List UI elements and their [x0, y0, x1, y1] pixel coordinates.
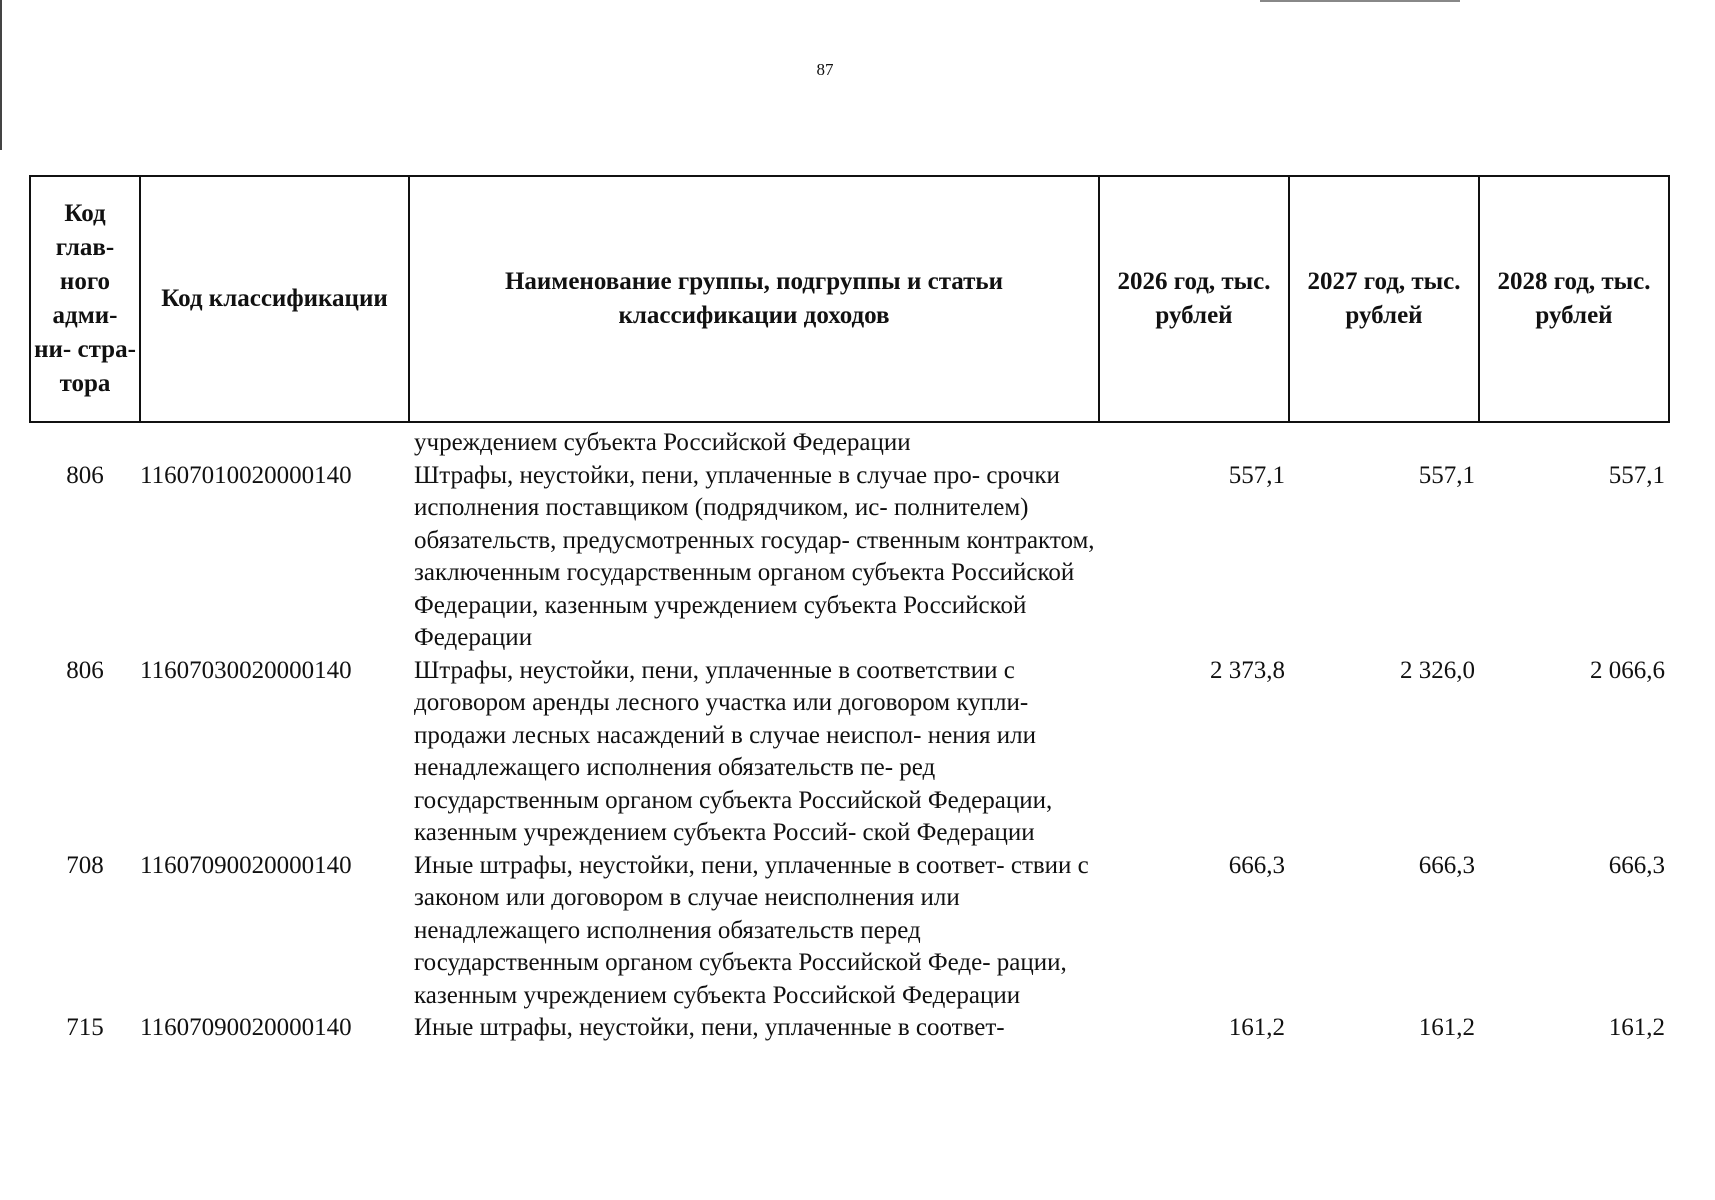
value-2026-cell: 2 373,8 — [1210, 656, 1285, 684]
page-number: 87 — [816, 60, 834, 79]
value-2028-cell — [1479, 422, 1669, 460]
table-row — [30, 655, 1669, 850]
classification-code-cell: 11607090020000140 — [140, 851, 352, 879]
value-2026-cell: 557,1 — [1228, 461, 1285, 489]
revenue-table-wrapper — [29, 175, 1668, 1045]
scan-edge-top — [1260, 0, 1460, 2]
header-classification-code: Код классификации — [140, 176, 409, 422]
name-cell: Иные штрафы, неустойки, пени, уплаченные в соответ- ствии с законом или договором в случае неисполнения или ненадлежащего исполнения обязательств перед государственным органом субъекта Российской Феде- рации, казенным учреждением субъекта Российской Федерации — [414, 851, 1089, 1009]
table-row — [30, 422, 1669, 460]
admin-code-cell: 806 — [66, 461, 104, 489]
header-row — [30, 176, 1669, 422]
admin-code-cell: 806 — [66, 656, 104, 684]
admin-code-cell — [30, 422, 140, 460]
header-name: Наименование группы, подгруппы и статьи классификации доходов — [409, 176, 1099, 422]
table-row — [30, 850, 1669, 1013]
value-2026-cell: 161,2 — [1228, 1014, 1285, 1041]
value-2027-cell: 2 326,0 — [1400, 656, 1475, 684]
value-2027-cell: 557,1 — [1418, 461, 1475, 489]
admin-code-cell: 715 — [66, 1014, 104, 1041]
value-2028-cell: 557,1 — [1608, 461, 1665, 489]
admin-code-cell: 708 — [66, 851, 104, 879]
name-cell: Штрафы, неустойки, пени, уплаченные в соответствии с договором аренды лесного участка или договором купли-продажи лесных насаждений в случае неиспол- нения или ненадлежащего исполнения обязательств пе- ред государственным органом субъекта Российской Федерации, казенным учреждением субъекта Россий- ской Федерации — [414, 656, 1053, 846]
value-2027-cell: 161,2 — [1418, 1014, 1475, 1041]
value-2028-cell: 666,3 — [1608, 851, 1665, 879]
value-2027-cell — [1289, 422, 1479, 460]
classification-code-cell: 11607030020000140 — [140, 656, 352, 684]
header-2026: 2026 год, тыс. рублей — [1099, 176, 1289, 422]
value-2028-cell: 161,2 — [1608, 1014, 1665, 1041]
classification-code-cell: 11607090020000140 — [140, 1014, 352, 1041]
value-2026-cell — [1099, 422, 1289, 460]
header-2028: 2028 год, тыс. рублей — [1479, 176, 1669, 422]
name-cell: Иные штрафы, неустойки, пени, уплаченные в соответ- — [414, 1014, 1005, 1041]
table-header — [30, 176, 1669, 422]
classification-code-cell: 11607010020000140 — [140, 461, 352, 489]
name-cell: учреждением субъекта Российской Федерации — [414, 429, 911, 456]
classification-code-cell — [140, 422, 409, 460]
table-row — [30, 460, 1669, 655]
value-2026-cell: 666,3 — [1228, 851, 1285, 879]
value-2028-cell: 2 066,6 — [1590, 656, 1665, 684]
table-body — [30, 422, 1669, 1045]
value-2027-cell: 666,3 — [1418, 851, 1475, 879]
revenue-table — [29, 175, 1670, 1045]
table-row — [30, 1012, 1669, 1045]
name-cell: Штрафы, неустойки, пени, уплаченные в случае про- срочки исполнения поставщиком (подрядчиком, ис- полнителем) обязательств, предусмотренных государ- ственным контрактом, заключенным государственным органом субъекта Российской Федерации, казенным учреждением субъекта Российской Федерации — [414, 461, 1095, 651]
header-2027: 2027 год, тыс. рублей — [1289, 176, 1479, 422]
header-admin-code: Код глав- ного адми- ни- стра- тора — [30, 176, 140, 422]
